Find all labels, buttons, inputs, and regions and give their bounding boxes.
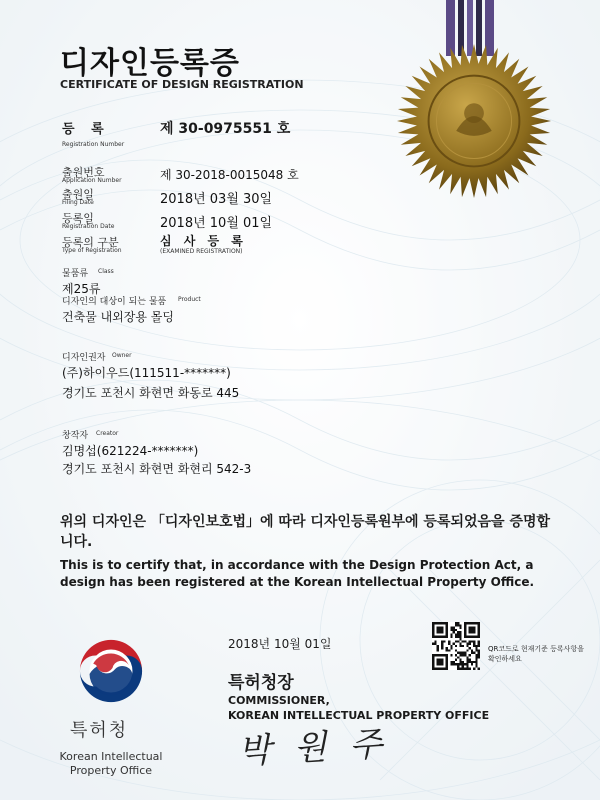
commissioner-title-english-line2: KOREAN INTELLECTUAL PROPERTY OFFICE	[228, 709, 490, 722]
owner-label-en: Owner	[112, 352, 132, 359]
registration-number-label-en: Registration Number	[62, 141, 125, 148]
creator-address: 경기도 포천시 화현면 화현리 542-3	[62, 462, 252, 476]
registration-type-label-en: Type of Registration	[62, 247, 122, 254]
owner-label: 디자인권자	[62, 353, 106, 363]
registration-number-label: 등 록	[62, 122, 110, 137]
creator-label: 창작자	[62, 431, 89, 441]
filing-date-label-en: Filing Date	[62, 199, 94, 206]
certification-text-korean: 위의 디자인은 「디자인보호법」에 따라 디자인등록원부에 등록되었음을 증명합니다.	[60, 514, 551, 550]
class-value: 제25류	[62, 282, 101, 296]
certificate-title-english: CERTIFICATE OF DESIGN REGISTRATION	[60, 78, 304, 91]
application-number-label: 출원번호	[62, 166, 105, 179]
filing-date-value: 2018년 03월 30일	[160, 192, 273, 207]
certificate-title-korean: 디자인등록증	[60, 46, 240, 81]
qr-code-note: QR코드로 현재기준 등록사항을 확인하세요	[488, 645, 584, 663]
qr-code-icon	[432, 622, 480, 670]
registration-number-value: 제 30-0975551 호	[160, 121, 291, 137]
certification-text-english: This is to certify that, in accordance with the Design Protection Act, a design has been registered at the Korean Intellectual Property Office.	[60, 558, 535, 589]
creator-name: 김명섭(621224-*******)	[62, 444, 199, 458]
office-name-korean: 특허청	[70, 720, 129, 741]
registration-type-label: 등록의 구분	[62, 236, 119, 249]
gold-seal-icon	[395, 42, 553, 200]
registration-type-value-en: (EXAMINED REGISTRATION)	[160, 248, 243, 255]
owner-name: (주)하이우드(111511-*******)	[62, 366, 231, 380]
product-label-en: Product	[178, 296, 201, 303]
creator-label-en: Creator	[96, 430, 119, 437]
product-label: 디자인의 대상이 되는 물품	[62, 297, 167, 307]
issue-date: 2018년 10월 01일	[228, 637, 332, 651]
owner-address: 경기도 포천시 화현면 화동로 445	[62, 386, 240, 400]
registration-date-value: 2018년 10월 01일	[160, 216, 273, 231]
application-number-value: 제 30-2018-0015048 호	[160, 168, 299, 182]
commissioner-title-korean: 특허청장	[228, 673, 294, 693]
filing-date-label: 출원일	[62, 188, 94, 201]
registration-date-label-en: Registration Date	[62, 223, 115, 230]
class-label: 물품류	[62, 269, 89, 279]
kipo-logo-icon	[74, 634, 148, 708]
application-number-label-en: Application Number	[62, 177, 122, 184]
commissioner-signature: 박 원 주	[237, 724, 390, 772]
registration-date-label: 등록일	[62, 212, 94, 225]
commissioner-title-english-line1: COMMISSIONER,	[228, 694, 330, 707]
product-value: 건축물 내외장용 몰딩	[62, 310, 174, 324]
office-name-english: Korean Intellectual Property Office	[59, 750, 163, 777]
registration-type-value: 심 사 등 록	[160, 234, 247, 248]
class-label-en: Class	[98, 268, 114, 275]
